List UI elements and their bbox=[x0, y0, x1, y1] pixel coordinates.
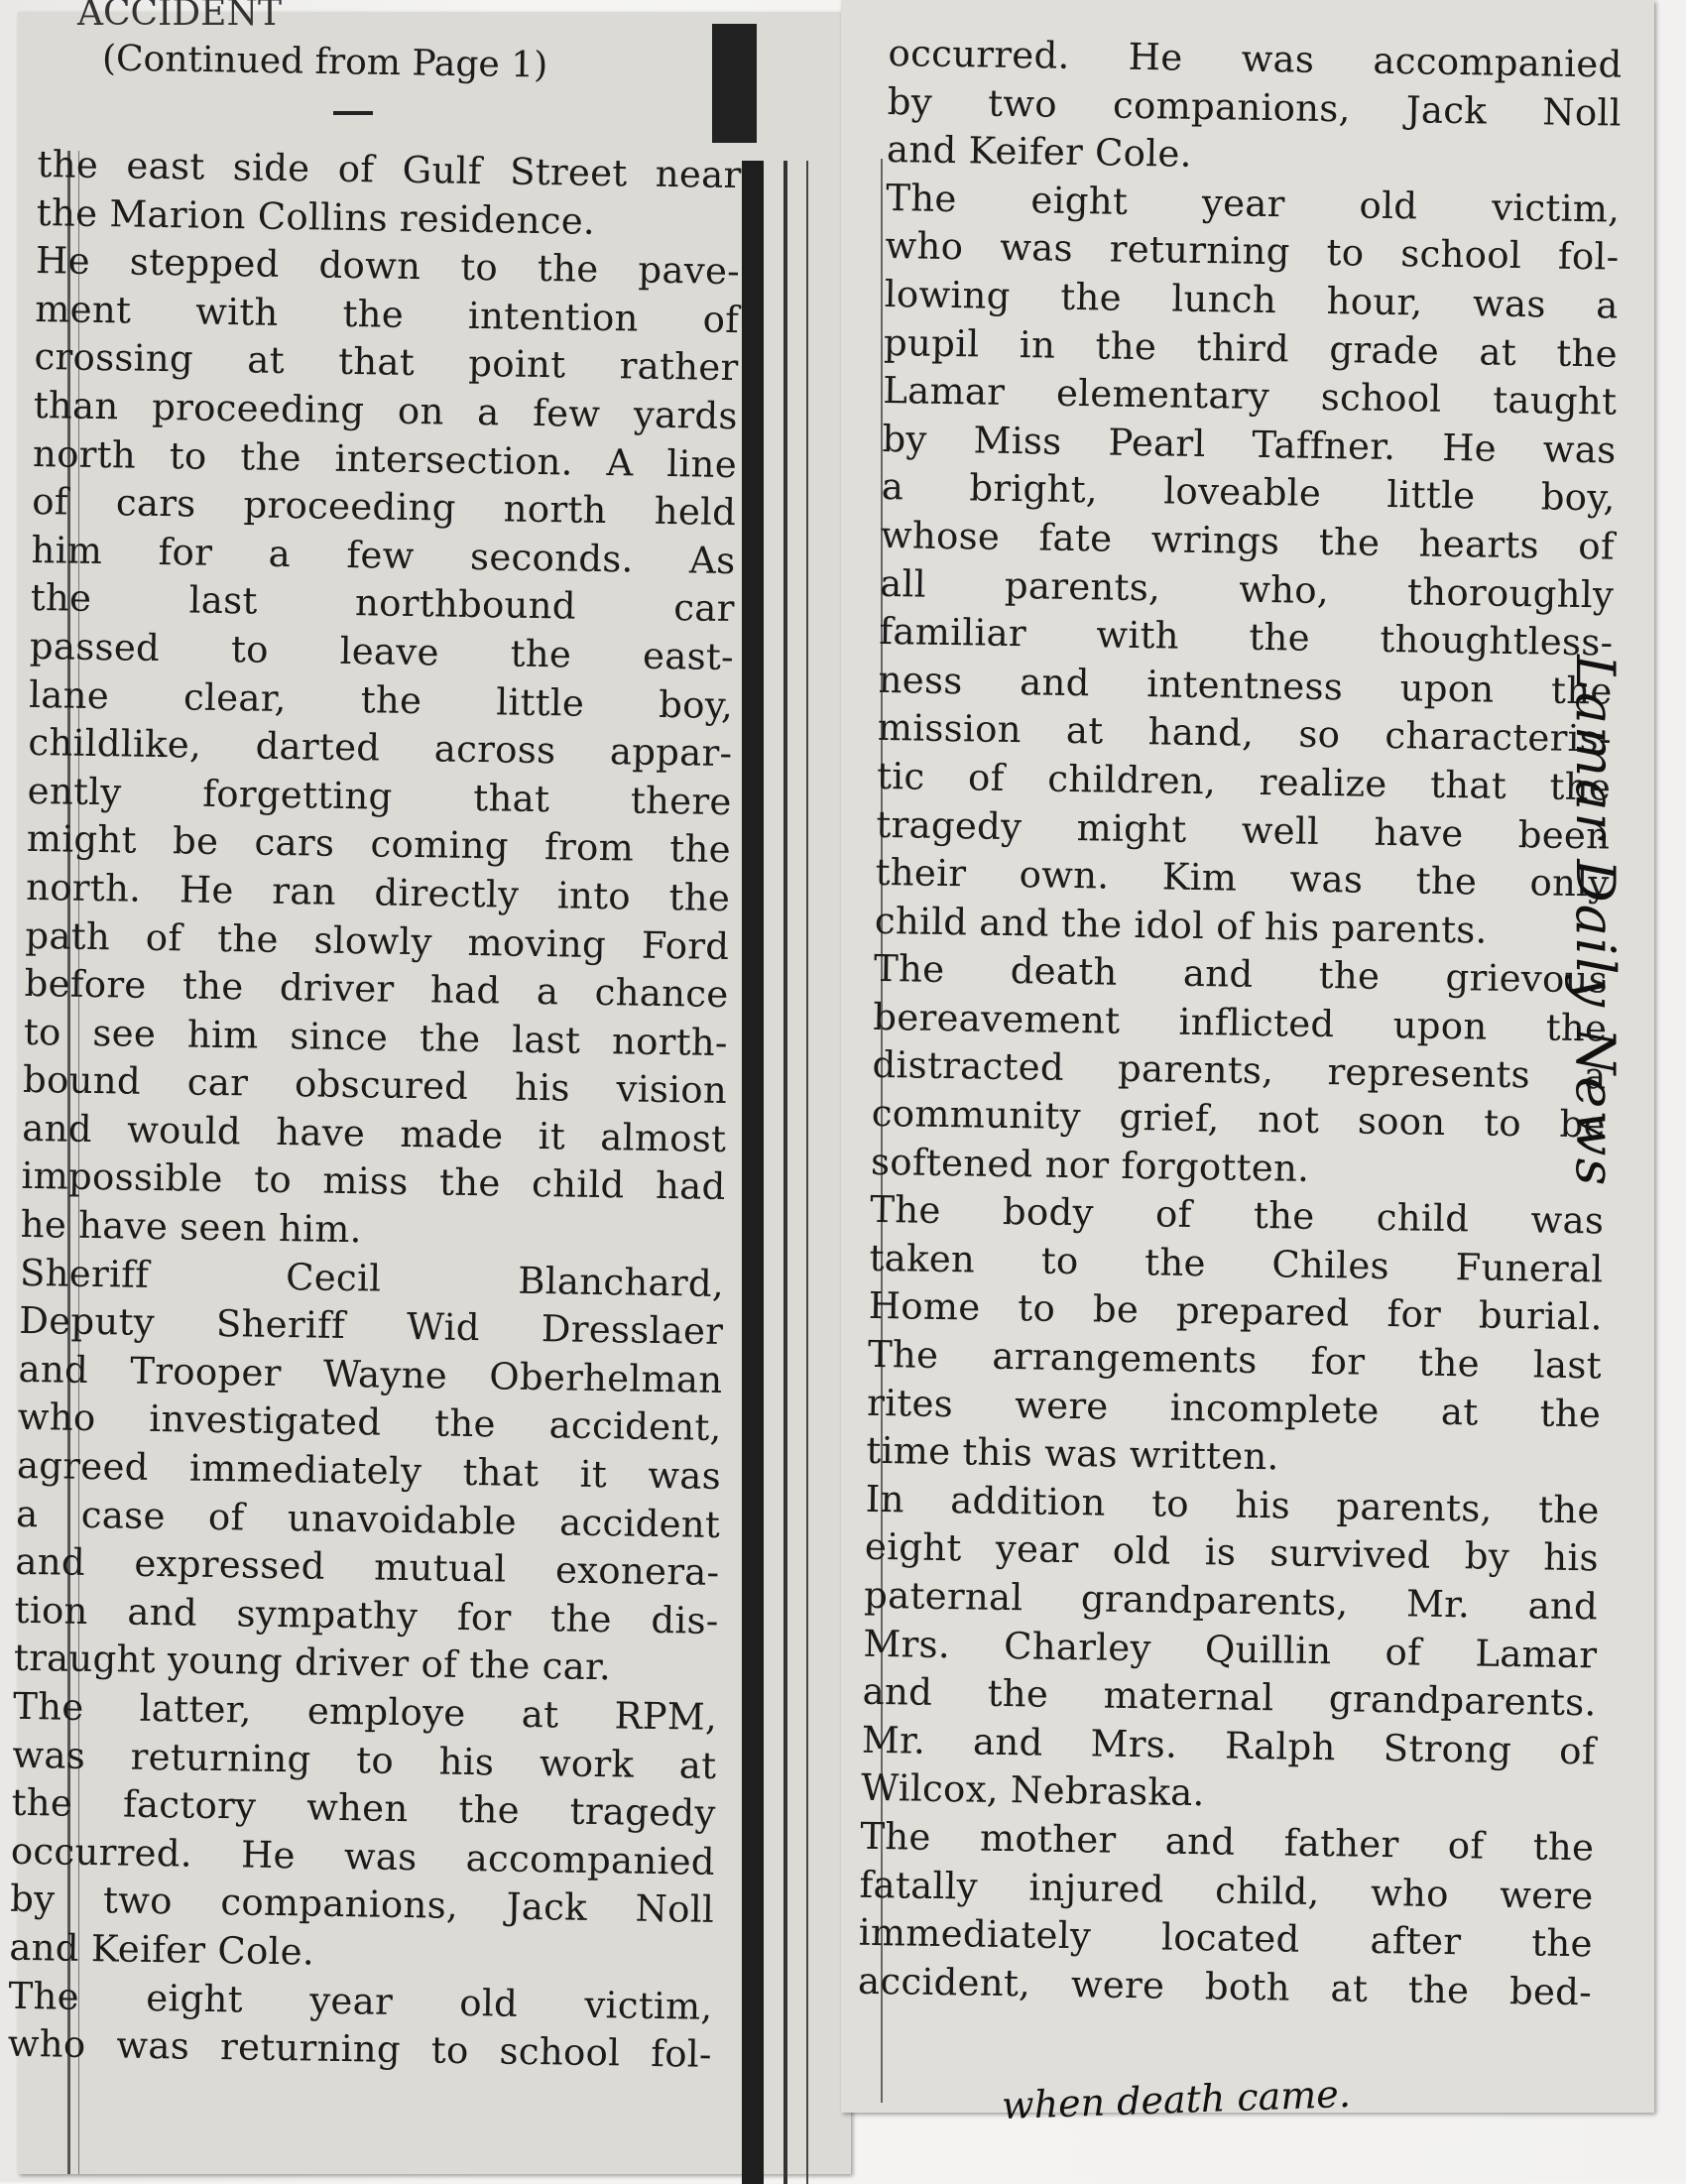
left-article-column bbox=[7, 141, 741, 2080]
article-line: agreed immediately that it was bbox=[16, 1443, 722, 1499]
article-line: The arrangements for the last bbox=[867, 1332, 1603, 1388]
article-line: The eight year old victim, bbox=[886, 176, 1621, 231]
article-line: passed to leave the east- bbox=[29, 624, 735, 679]
article-line: ment with the intention of bbox=[35, 287, 740, 341]
article-line: Home to be prepared for burial. bbox=[868, 1284, 1604, 1339]
separator-dash bbox=[333, 111, 373, 115]
article-line: impossible to miss the child had bbox=[21, 1154, 726, 1209]
article-line: fatally injured child, who were bbox=[859, 1863, 1594, 1917]
article-line: In addition to his parents, the bbox=[865, 1477, 1600, 1532]
article-line: eight year old is survived by his bbox=[864, 1525, 1600, 1580]
article-line: mission at hand, so characteris- bbox=[877, 706, 1613, 761]
article-line: accident, were both at the bed- bbox=[857, 1959, 1593, 2014]
article-line: and Keifer Cole. bbox=[886, 128, 1193, 177]
article-line: tion and sympathy for the dis- bbox=[14, 1588, 719, 1642]
article-line: lane clear, the little boy, bbox=[28, 672, 734, 727]
article-line: Mrs. Charley Quillin of Lamar bbox=[863, 1622, 1598, 1677]
article-line: child and the idol of his parents. bbox=[874, 899, 1489, 952]
article-line: Sheriff Cecil Blanchard, bbox=[19, 1251, 725, 1305]
article-line: the last northbound car bbox=[30, 576, 736, 631]
article-line: distracted parents, represents a bbox=[872, 1043, 1607, 1098]
article-line: familiar with the thoughtless- bbox=[879, 610, 1614, 665]
article-line: Mr. and Mrs. Ralph Strong of bbox=[861, 1718, 1597, 1773]
article-line: ness and intentness upon the bbox=[878, 658, 1613, 713]
article-line: Deputy Sheriff Wid Dresslaer bbox=[18, 1299, 724, 1354]
handwritten-source-note: Lamar Daily News bbox=[1564, 655, 1626, 1188]
article-line: crossing at that point rather bbox=[34, 335, 739, 390]
article-line: before the driver had a chance bbox=[24, 961, 729, 1017]
right-article-column bbox=[858, 30, 1623, 2017]
article-line: Lamar elementary school taught bbox=[882, 369, 1618, 424]
article-line: He stepped down to the pave- bbox=[35, 239, 741, 294]
continued-label: (Continued from Page 1) bbox=[101, 38, 548, 86]
article-line: him for a few seconds. As bbox=[31, 528, 736, 582]
article-line: and Trooper Wayne Oberhelman bbox=[18, 1347, 723, 1401]
article-line: The death and the grievous bbox=[873, 947, 1609, 1002]
right-clipping bbox=[841, 0, 1654, 2113]
article-line: softened nor forgotten. bbox=[870, 1140, 1310, 1190]
column-gutter-line bbox=[806, 161, 808, 2184]
article-line: and Keifer Cole. bbox=[9, 1925, 315, 1974]
column-gutter-line bbox=[783, 161, 787, 2184]
article-line: and would have made it almost bbox=[22, 1106, 727, 1160]
article-line: he have seen him. bbox=[20, 1202, 363, 1252]
article-line: taken to the Chiles Funeral bbox=[869, 1236, 1604, 1291]
article-line: the Marion Collins residence. bbox=[36, 190, 596, 243]
adjacent-column-edge bbox=[712, 24, 757, 143]
article-line: path of the slowly moving Ford bbox=[25, 913, 730, 968]
article-line: a case of unavoidable accident bbox=[15, 1492, 721, 1546]
article-line: by two companions, Jack Noll bbox=[887, 79, 1623, 135]
article-line: The eight year old victim, bbox=[8, 1974, 713, 2028]
article-line: ently forgetting that there bbox=[27, 769, 732, 823]
column-gutter-bar bbox=[742, 161, 764, 2184]
article-line: who was returning to school fol- bbox=[7, 2021, 713, 2077]
article-line: by Miss Pearl Taffner. He was bbox=[882, 417, 1617, 472]
article-line: tic of children, realize that the bbox=[876, 754, 1612, 809]
article-line: than proceeding on a few yards bbox=[33, 383, 739, 438]
article-line: whose fate wrings the hearts of bbox=[880, 513, 1616, 568]
article-line: and expressed mutual exonera- bbox=[15, 1540, 720, 1595]
article-line: lowing the lunch hour, was a bbox=[884, 272, 1620, 327]
article-line: paternal grandparents, Mr. and bbox=[863, 1573, 1599, 1629]
article-line: who was returning to school fol- bbox=[885, 224, 1620, 279]
article-line: north. He ran directly into the bbox=[25, 865, 731, 919]
article-line: north to the intersection. A line bbox=[32, 431, 738, 486]
article-line: occurred. He was accompanied bbox=[10, 1829, 716, 1883]
article-line: Wilcox, Nebraska. bbox=[860, 1766, 1205, 1815]
article-line: the factory when the tragedy bbox=[11, 1780, 716, 1836]
article-line: immediately located after the bbox=[858, 1910, 1594, 1966]
article-line: time this was written. bbox=[866, 1429, 1280, 1479]
article-line: their own. Kim was the only bbox=[875, 850, 1610, 906]
article-line: who investigated the accident, bbox=[17, 1395, 723, 1450]
article-line: The latter, employe at RPM, bbox=[12, 1684, 718, 1739]
article-line: of cars proceeding north held bbox=[31, 480, 737, 535]
left-clipping bbox=[7, 0, 851, 2174]
article-line: The mother and father of the bbox=[860, 1814, 1595, 1870]
article-line: occurred. He was accompanied bbox=[888, 31, 1623, 86]
article-line: pupil in the third grade at the bbox=[883, 320, 1619, 376]
article-line: and the maternal grandparents. bbox=[862, 1669, 1597, 1725]
article-line: might be cars coming from the bbox=[26, 817, 732, 872]
article-line: a bright, loveable little boy, bbox=[881, 465, 1617, 520]
article-line: community grief, not soon to be bbox=[871, 1091, 1607, 1147]
article-line: by two companions, Jack Noll bbox=[9, 1878, 715, 1932]
article-line: bereavement inflicted upon the bbox=[873, 995, 1608, 1050]
article-line: the east side of Gulf Street near bbox=[37, 142, 742, 197]
article-line: The body of the child was bbox=[869, 1188, 1605, 1243]
handwritten-ending-note: when death came. bbox=[1001, 2071, 1352, 2128]
article-line: tragedy might well have been bbox=[876, 802, 1611, 858]
article-line: traught young driver of the car. bbox=[13, 1637, 612, 1689]
article-line: was returning to his work at bbox=[12, 1733, 717, 1787]
cut-headline-fragment: ACCIDENT bbox=[77, 0, 282, 34]
article-line: to see him since the last north- bbox=[23, 1010, 729, 1064]
article-line: childlike, darted across appar- bbox=[28, 721, 733, 776]
article-line: bound car obscured his vision bbox=[22, 1058, 728, 1113]
article-line: all parents, who, thoroughly bbox=[879, 561, 1615, 617]
article-line: rites were incomplete at the bbox=[866, 1381, 1602, 1436]
